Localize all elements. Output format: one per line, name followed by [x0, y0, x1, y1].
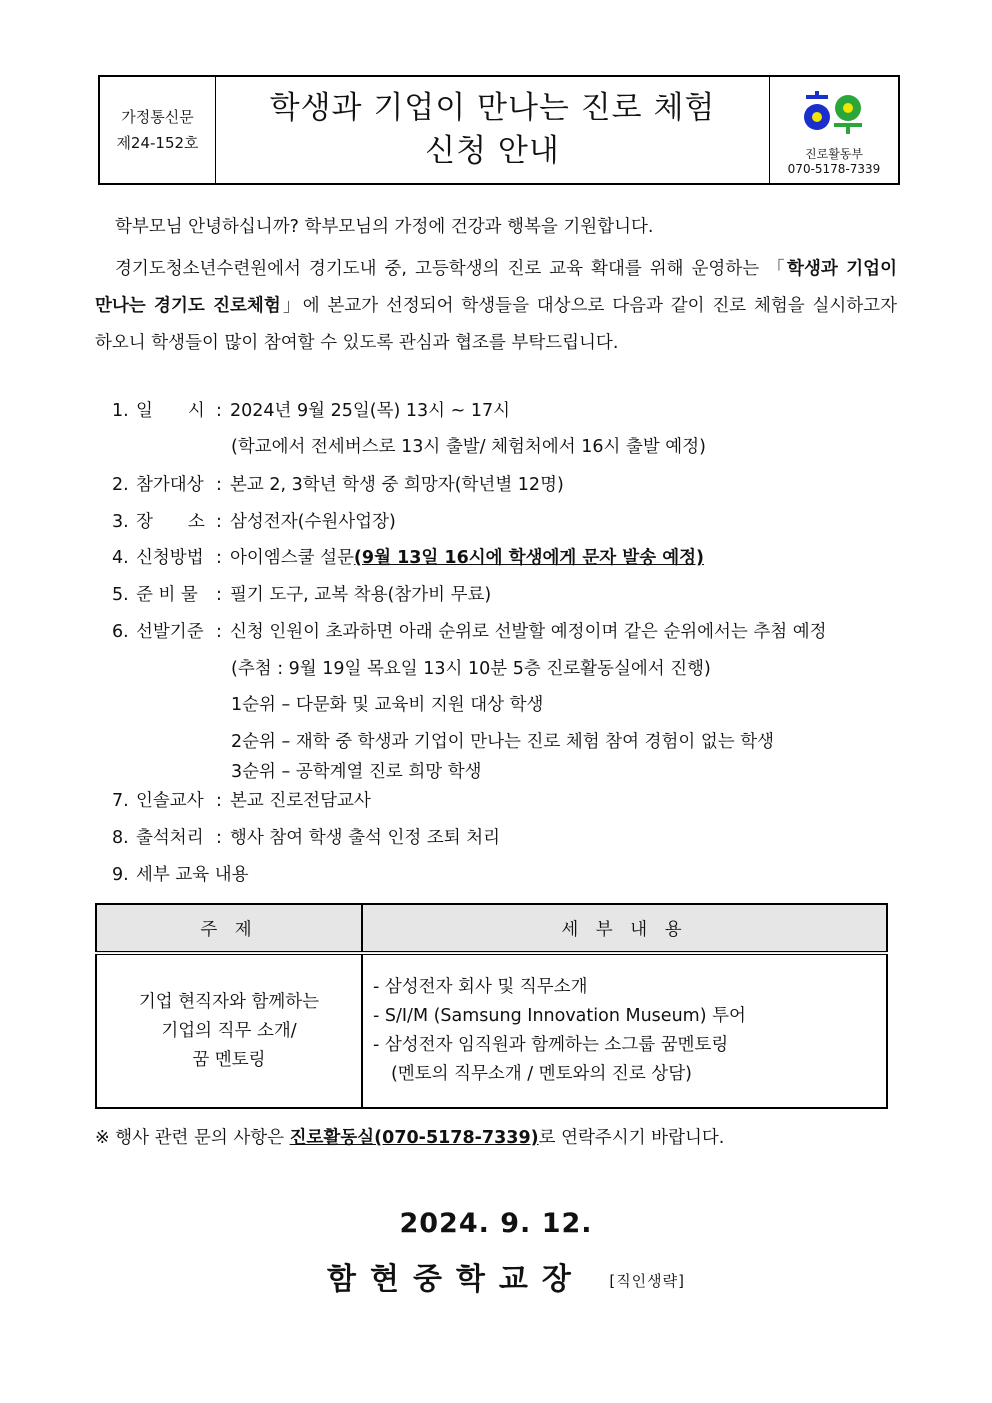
- intro-body-after: 」에 본교가 선정되어 학생들을 대상으로 다음과 같이 진로 체험을 실시하고자 하오니 학생들이 많이 참여할 수 있도록 관심과 협조를 부탁드립니다.: [95, 296, 897, 353]
- list-item: [112, 861, 249, 886]
- list-item: [112, 508, 396, 533]
- note-contact: 진로활동실(070-5178-7339): [289, 1128, 539, 1148]
- item-value: 신청 인원이 초과하면 아래 순위로 선발할 예정이며 같은 순위에서는 추첨 예정: [230, 622, 827, 642]
- dept-name: 진로활동부: [805, 147, 863, 161]
- item-number: 1.: [112, 401, 129, 421]
- item-number: 4.: [112, 548, 129, 568]
- item-sep: :: [216, 828, 222, 848]
- detail-line: - 삼성전자 회사 및 직무소개: [373, 977, 588, 997]
- detail-line: (멘토의 직무소개 / 멘토와의 진로 상담): [391, 1064, 692, 1084]
- school-logo-icon: [802, 91, 866, 135]
- note-prefix: ※ 행사 관련 문의 사항은: [95, 1128, 290, 1148]
- item-sep: :: [216, 622, 222, 642]
- greeting: [95, 209, 897, 246]
- document-header: [98, 75, 900, 185]
- list-item: [112, 397, 510, 422]
- table-row: [96, 953, 887, 1108]
- doc-info: [100, 77, 216, 183]
- item-label: 준 비 물: [136, 585, 198, 605]
- item-sep: :: [216, 548, 222, 568]
- item-label: 참가대상: [136, 475, 204, 495]
- list-item: [112, 471, 564, 496]
- greeting-text: 학부모님 안녕하십니까? 학부모님의 가정에 건강과 행복을 기원합니다.: [115, 217, 654, 237]
- title-line-2: 신청 안내: [425, 133, 560, 169]
- item-value: 행사 참여 학생 출석 인정 조퇴 처리: [230, 828, 501, 848]
- item-value: 본교 진로전담교사: [230, 791, 371, 811]
- item-value: 삼성전자(수원사업장): [230, 512, 396, 532]
- signature-line: [327, 1254, 685, 1298]
- seal-omitted: [직인생략]: [609, 1272, 686, 1290]
- item-number: 3.: [112, 512, 129, 532]
- intro-body-before: 경기도청소년수련원에서 경기도내 중, 고등학생의 진로 교육 확대를 위해 운영하는 「: [115, 259, 788, 279]
- item-number: 2.: [112, 475, 129, 495]
- item-value: 필기 도구, 교복 착용(참가비 무료): [230, 585, 492, 605]
- item-number: 6.: [112, 622, 129, 642]
- item-label: 인솔교사: [136, 791, 204, 811]
- item-label: 장 소: [136, 512, 205, 532]
- list-item: [112, 581, 491, 606]
- topic-line: 꿈 멘토링: [192, 1049, 266, 1070]
- table-cell-details: [362, 953, 887, 1108]
- list-item: [112, 824, 500, 849]
- issue-date: 2024. 9. 12.: [399, 1208, 593, 1239]
- item-6-rank-1: 1순위 – 다문화 및 교육비 지원 대상 학생: [231, 695, 544, 715]
- item-1-subtext: (학교에서 전세버스로 13시 출발/ 체험처에서 16시 출발 예정): [231, 437, 706, 457]
- item-sep: :: [216, 585, 222, 605]
- item-sep: :: [216, 791, 222, 811]
- item-label: 선발기준: [136, 622, 204, 642]
- department-info: [769, 77, 898, 183]
- doc-type: 가정통신문: [121, 108, 194, 126]
- item-sep: :: [216, 512, 222, 532]
- dept-phone: 070-5178-7339: [787, 162, 881, 176]
- detail-line: - S/I/M (Samsung Innovation Museum) 투어: [373, 1006, 746, 1026]
- program-name: 학생과 기업이 만나는 경기도 진로체험: [95, 259, 897, 316]
- item-value: 2024년 9월 25일(목) 13시 ~ 17시: [230, 401, 511, 421]
- title-line-1: 학생과 기업이 만나는 진로 체험: [269, 90, 716, 126]
- table-cell-topic: [96, 953, 362, 1108]
- list-item: [112, 618, 827, 643]
- table-header-details: 세 부 내 용: [362, 904, 887, 953]
- item-number: 7.: [112, 791, 129, 811]
- note-suffix: 로 연락주시기 바랍니다.: [538, 1128, 725, 1148]
- item-6-rank-2: 2순위 – 재학 중 학생과 기업이 만나는 진로 체험 참여 경험이 없는 학생: [231, 732, 775, 752]
- topic-line: 기업 현직자와 함께하는: [138, 991, 320, 1012]
- item-value: 본교 2, 3학년 학생 중 희망자(학년별 12명): [230, 475, 564, 495]
- signer-name: 함현중학교장: [327, 1262, 585, 1297]
- detail-line: - 삼성전자 임직원과 함께하는 소그룹 꿈멘토링: [373, 1035, 729, 1055]
- table-header-topic: 주 제: [96, 904, 362, 953]
- detail-table: [95, 903, 888, 1109]
- item-value: 아이엠스쿨 설문: [230, 548, 354, 568]
- item-label: 세부 교육 내용: [136, 865, 249, 885]
- item-number: 5.: [112, 585, 129, 605]
- list-item: [112, 787, 371, 812]
- item-sep: :: [216, 475, 222, 495]
- item-sep: :: [216, 401, 222, 421]
- item-label: 일 시: [136, 401, 205, 421]
- item-label: 신청방법: [136, 548, 204, 568]
- doc-number: 제24-152호: [116, 134, 199, 152]
- page-title: [216, 77, 769, 183]
- table-header-row: [96, 904, 887, 953]
- intro-body: [95, 251, 897, 362]
- contact-note: [95, 1124, 724, 1149]
- item-label: 출석처리: [136, 828, 204, 848]
- item-number: 9.: [112, 865, 129, 885]
- item-value-emphasis: (9월 13일 16시에 학생에게 문자 발송 예정): [353, 548, 705, 568]
- item-6-subtext: (추첨 : 9월 19일 목요일 13시 10분 5층 진로활동실에서 진행): [231, 659, 711, 679]
- item-number: 8.: [112, 828, 129, 848]
- item-6-rank-3: 3순위 – 공학계열 진로 희망 학생: [231, 762, 482, 782]
- list-item: [112, 544, 704, 569]
- topic-line: 기업의 직무 소개/: [161, 1020, 297, 1041]
